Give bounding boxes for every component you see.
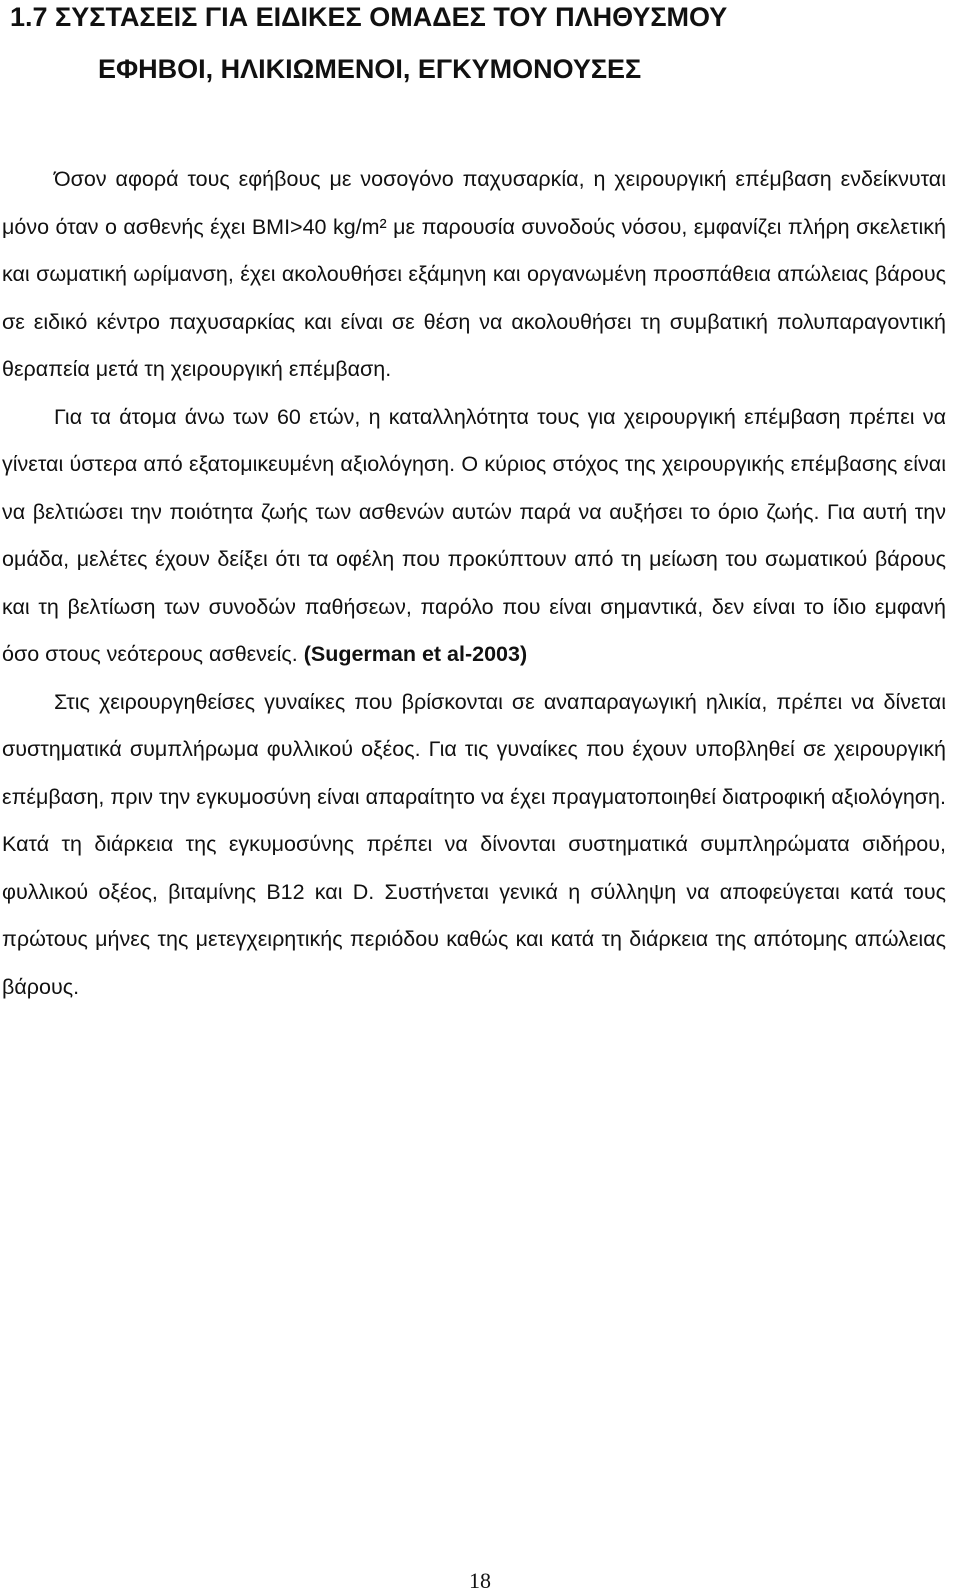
page-number: 18 xyxy=(469,1568,491,1593)
paragraph-adolescents: Όσον αφορά τους εφήβους με νοσογόνο παχυσαρκία, η χειρουργική επέμβαση ενδείκνυται μόνο όταν ο ασθενής έχει BMI>40 kg/m² με παρουσία συνοδούς νόσου, εμφανίζει πλήρη σκελετική και σωματική ωρίμανση, έχει ακολουθήσει εξάμηνη και οργανωμένη προσπάθεια απώλειας βάρους σε ειδικό κέντρο παχυσαρκίας και είναι σε θέση να ακολουθήσει τη συμβατική πολυπαραγοντική θεραπεία μετά τη χειρουργική επέμβαση. xyxy=(2,167,946,381)
section-heading: 1.7 ΣΥΣΤΑΣΕΙΣ ΓΙΑ ΕΙΔΙΚΕΣ ΟΜΑΔΕΣ ΤΟΥ ΠΛΗΘΥΣΜΟΥ xyxy=(10,2,728,32)
section-subheading: ΕΦΗΒΟΙ, ΗΛΙΚΙΩΜΕΝΟΙ, ΕΓΚΥΜΟΝΟΥΣΕΣ xyxy=(98,54,642,84)
citation-reference: (Sugerman et al-2003) xyxy=(303,642,528,666)
paragraph-elderly-text: Για τα άτομα άνω των 60 ετών, η καταλληλότητα τους για χειρουργική επέμβαση πρέπει να γίνεται ύστερα από εξατομικευμένη αξιολόγηση. Ο κύριος στόχος της χειρουργικής επέμβασης είναι να βελτιώσει την ποιότητα ζωής των ασθενών αυτών παρά να αυξήσει το όριο ζωής. Για αυτή την ομάδα, μελέτες έχουν δείξει ότι τα οφέλη που προκύπτουν από τη μείωση του σωματικού βάρους και τη βελτίωση των συνοδών παθήσεων, παρόλο που είναι σημαντικά, δεν είναι το ίδιο εμφανή όσο στους νεότερους ασθενείς. xyxy=(2,404,946,666)
body-text xyxy=(2,156,946,1011)
paragraph-pregnant: Στις χειρουργηθείσες γυναίκες που βρίσκονται σε αναπαραγωγική ηλικία, πρέπει να δίνεται συστηματικά συμπλήρωμα φυλλικού οξέος. Για τις γυναίκες που έχουν υποβληθεί σε χειρουργική επέμβαση, πριν την εγκυμοσύνη είναι απαραίτητο να έχει πραγματοποιηθεί διατροφική αξιολόγηση. Κατά τη διάρκεια της εγκυμοσύνης πρέπει να δίνονται συστηματικά συμπληρώματα σιδήρου, φυλλικού οξέος, βιταμίνης B12 και D. Συστήνεται γενικά η σύλληψη να αποφεύγεται κατά τους πρώτους μήνες της μετεγχειρητικής περιόδου καθώς και κατά τη διάρκεια της απότομης απώλειας βάρους. xyxy=(2,689,946,999)
paragraph-elderly xyxy=(2,394,946,679)
